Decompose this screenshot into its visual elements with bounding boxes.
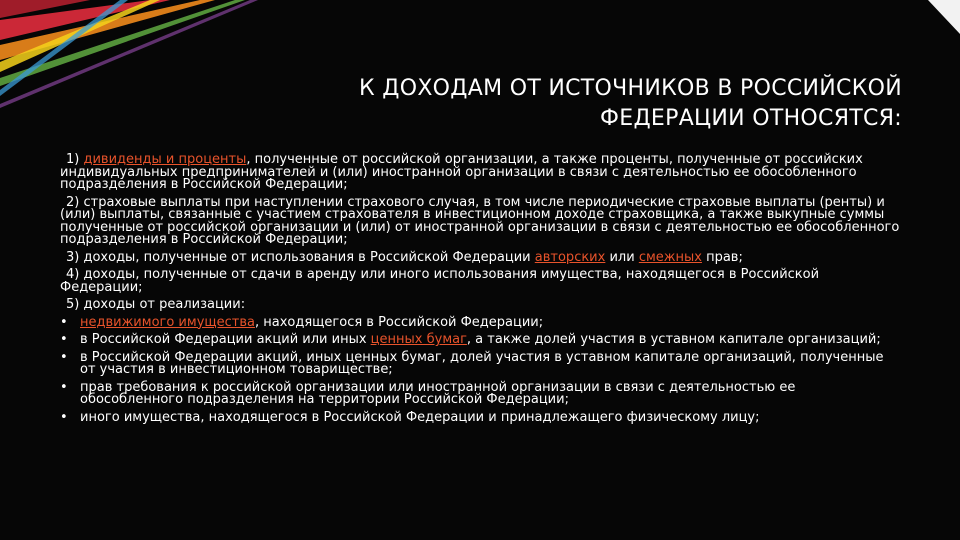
bullet-3-text: в Российской Федерации акций, иных ценных бумаг, долей участия в уставном капитале организаций, полученные от участия в инвестиционном товариществе; bbox=[80, 349, 884, 377]
bullet-dot: • bbox=[60, 332, 68, 347]
item-1 bbox=[60, 154, 900, 192]
link-securities[interactable]: ценных бумаг bbox=[370, 332, 467, 347]
slide-body bbox=[60, 154, 900, 429]
link-dividends[interactable]: дивиденды и проценты bbox=[83, 152, 247, 167]
bullet-item-5 bbox=[60, 409, 900, 425]
bullet-2-text: , а также долей участия в уставном капитале организаций; bbox=[466, 332, 881, 347]
bullet-dot: • bbox=[60, 349, 68, 365]
bullet-item-1 bbox=[60, 314, 900, 330]
bullet-dot: • bbox=[60, 409, 68, 425]
item-1-text: , полученные от российской организации, а также проценты, полученные от российских индивидуальных предпринимателей и (или) иностранной организации в связи с деятельностью ее обособленного подразделения в Российской Федерации; bbox=[60, 152, 863, 192]
item-5: 5) доходы от реализации: bbox=[66, 297, 246, 312]
bullet-item-2 bbox=[60, 334, 900, 347]
item-3-middle: или bbox=[605, 249, 639, 265]
item-4: 4) доходы, полученные от сдачи в аренду или иного использования имущества, находящегося в Российской Федерации; bbox=[60, 267, 820, 295]
item-3-prefix: 3) доходы, полученные от использования в Российской Федерации bbox=[66, 249, 535, 265]
link-real-estate[interactable]: недвижимого имущества bbox=[80, 314, 255, 330]
bullet-2-prefix: в Российской Федерации акций или иных bbox=[80, 332, 371, 347]
link-related-rights[interactable]: смежных bbox=[638, 249, 702, 265]
bullet-5-text: иного имущества, находящегося в Российской Федерации и принадлежащего физическому лицу; bbox=[80, 409, 760, 425]
bullet-item-4 bbox=[60, 379, 900, 407]
bullet-dot: • bbox=[60, 314, 68, 330]
bullet-1-text: , находящегося в Российской Федерации; bbox=[254, 314, 544, 330]
item-1-prefix: 1) bbox=[66, 152, 84, 167]
link-copyright[interactable]: авторских bbox=[534, 249, 606, 265]
bullet-item-3 bbox=[60, 349, 900, 377]
item-2: 2) страховые выплаты при наступлении страхового случая, в том числе периодические страховые выплаты (ренты) и (или) выплаты, связанные с участием страхователя в инвестиционном доходе страховщика, а также выкупные суммы полученные от российской организации и (или) от иностранной организации в связи с деятельностью ее обособленного подразделения в Российской Федерации; bbox=[60, 194, 900, 247]
decorative-corner bbox=[920, 0, 960, 40]
item-3 bbox=[60, 249, 900, 265]
item-3-suffix: прав; bbox=[701, 249, 743, 265]
bullet-dot: • bbox=[60, 379, 68, 395]
title-line-2: ФЕДЕРАЦИИ ОТНОСЯТСЯ: bbox=[600, 106, 902, 131]
title-line-1: К ДОХОДАМ ОТ ИСТОЧНИКОВ В РОССИЙСКОЙ bbox=[359, 76, 902, 101]
bullet-4-text: прав требования к российской организации или иностранной организации в связи с деятельностью ее обособленного подразделения на территории Российской Федерации; bbox=[80, 379, 796, 407]
slide-title bbox=[142, 74, 902, 134]
